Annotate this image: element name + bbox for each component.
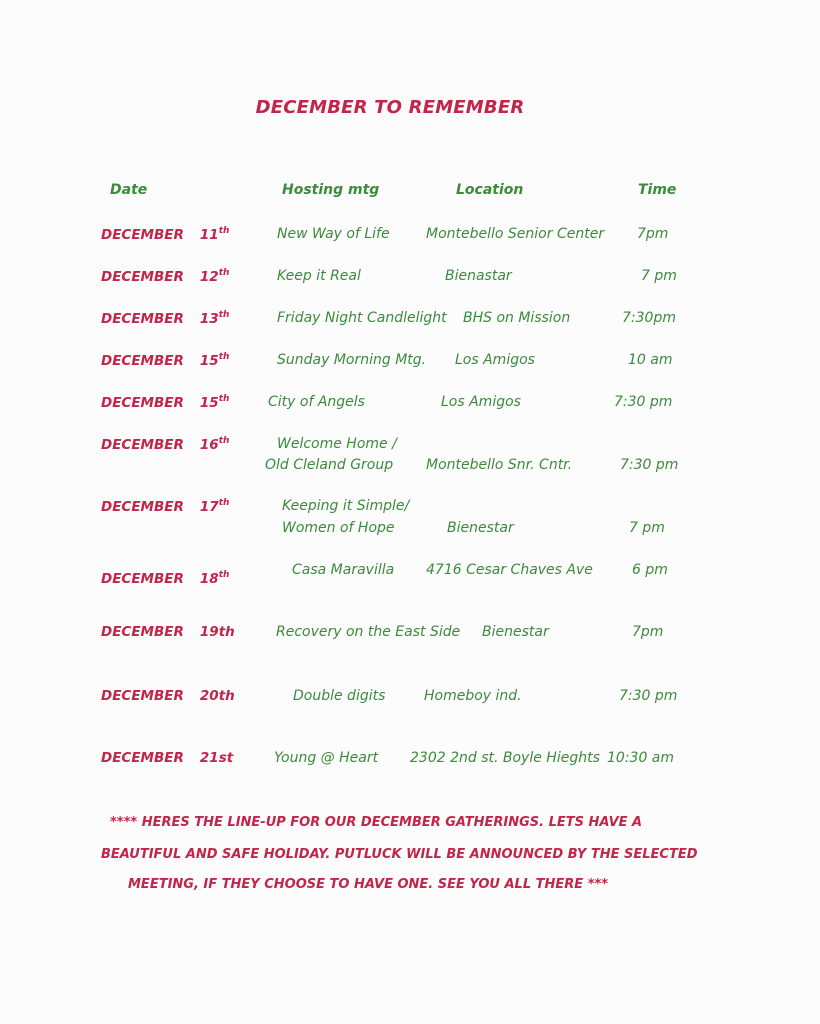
meeting-host: New Way of Life bbox=[277, 226, 390, 242]
header-hosting: Hosting mtg bbox=[282, 182, 380, 198]
meeting-day: 17 bbox=[199, 499, 219, 515]
meeting-date bbox=[101, 394, 229, 411]
meeting-date bbox=[101, 226, 229, 243]
meeting-host: Keeping it Simple/ bbox=[282, 498, 410, 514]
meeting-month: DECEMBER bbox=[101, 688, 184, 704]
meeting-month: DECEMBER bbox=[101, 750, 184, 766]
meeting-location: Montebello Senior Center bbox=[426, 226, 605, 242]
meeting-day: 11 bbox=[199, 227, 219, 243]
meeting-time: 7pm bbox=[637, 226, 669, 242]
meeting-date bbox=[101, 268, 229, 285]
meeting-month: DECEMBER bbox=[101, 311, 184, 327]
meeting-day: 16 bbox=[199, 437, 219, 453]
meeting-host: Double digits bbox=[293, 688, 386, 704]
meeting-day-suffix: th bbox=[218, 268, 230, 278]
meeting-day-suffix: th bbox=[218, 498, 230, 508]
meeting-location: 2302 2nd st. Boyle Hieghts bbox=[410, 750, 600, 766]
meeting-day: 12 bbox=[199, 269, 219, 285]
header-date: Date bbox=[110, 182, 148, 198]
meeting-day: 13 bbox=[199, 311, 219, 327]
meeting-day: 15 bbox=[199, 395, 219, 411]
header-location: Location bbox=[456, 182, 524, 198]
meeting-host: Women of Hope bbox=[282, 520, 395, 536]
meeting-time: 10:30 am bbox=[607, 750, 675, 766]
header-time: Time bbox=[638, 182, 677, 198]
meeting-day: 15 bbox=[199, 353, 219, 369]
meeting-location: Bienestar bbox=[447, 520, 514, 536]
meeting-host: City of Angels bbox=[268, 394, 365, 410]
meeting-location: Bienastar bbox=[445, 268, 512, 284]
meeting-month: DECEMBER bbox=[101, 499, 184, 515]
meeting-time: 7:30 pm bbox=[620, 457, 679, 473]
footer-line-1: **** HERES THE LINE-UP FOR OUR DECEMBER GATHERINGS. LETS HAVE A bbox=[110, 815, 643, 830]
meeting-location: Los Amigos bbox=[455, 352, 535, 368]
meeting-date bbox=[101, 750, 233, 766]
meeting-time: 7:30pm bbox=[622, 310, 676, 326]
meeting-time: 7:30 pm bbox=[619, 688, 678, 704]
meeting-location: BHS on Mission bbox=[463, 310, 571, 326]
footer-line-2: BEAUTIFUL AND SAFE HOLIDAY. PUTLUCK WILL BE ANNOUNCED BY THE SELECTED bbox=[101, 847, 698, 862]
meeting-time: 7:30 pm bbox=[614, 394, 673, 410]
meeting-host: Keep it Real bbox=[277, 268, 361, 284]
meeting-day-suffix: th bbox=[218, 436, 230, 446]
meeting-host: Sunday Morning Mtg. bbox=[277, 352, 427, 368]
meeting-location: Los Amigos bbox=[441, 394, 521, 410]
meeting-month: DECEMBER bbox=[101, 571, 184, 587]
meeting-month: DECEMBER bbox=[101, 624, 184, 640]
meeting-location: 4716 Cesar Chaves Ave bbox=[426, 562, 593, 578]
meeting-date bbox=[101, 436, 229, 453]
meeting-time: 10 am bbox=[628, 352, 673, 368]
meeting-day-suffix: th bbox=[218, 394, 230, 404]
meeting-location: Bienestar bbox=[482, 624, 549, 640]
meeting-host: Old Cleland Group bbox=[265, 457, 394, 473]
meeting-day-suffix: th bbox=[218, 352, 230, 362]
meeting-host: Welcome Home / bbox=[277, 436, 397, 452]
meeting-day: 21st bbox=[199, 750, 234, 766]
meeting-time: 7pm bbox=[632, 624, 664, 640]
meeting-location: Homeboy ind. bbox=[424, 688, 522, 704]
meeting-month: DECEMBER bbox=[101, 437, 184, 453]
meeting-date bbox=[101, 498, 229, 515]
meeting-month: DECEMBER bbox=[101, 353, 184, 369]
meeting-day: 18 bbox=[199, 571, 219, 587]
meeting-time: 7 pm bbox=[629, 520, 665, 536]
meeting-time: 6 pm bbox=[632, 562, 668, 578]
meeting-date bbox=[101, 624, 235, 640]
meeting-date bbox=[101, 688, 235, 704]
meeting-date bbox=[101, 570, 229, 587]
meeting-month: DECEMBER bbox=[101, 395, 184, 411]
meeting-month: DECEMBER bbox=[101, 227, 184, 243]
meeting-date bbox=[101, 352, 229, 369]
meeting-day: 19th bbox=[199, 624, 235, 640]
page-title: DECEMBER TO REMEMBER bbox=[255, 97, 525, 118]
meeting-day-suffix: th bbox=[218, 226, 230, 236]
footer-line-3: MEETING, IF THEY CHOOSE TO HAVE ONE. SEE YOU ALL THERE *** bbox=[128, 877, 609, 892]
meeting-month: DECEMBER bbox=[101, 269, 184, 285]
meeting-host: Recovery on the East Side bbox=[276, 624, 461, 640]
meeting-date bbox=[101, 310, 229, 327]
meeting-host: Friday Night Candlelight bbox=[277, 310, 447, 326]
meeting-day-suffix: th bbox=[218, 310, 230, 320]
meeting-host: Young @ Heart bbox=[274, 750, 379, 766]
meeting-location: Montebello Snr. Cntr. bbox=[426, 457, 573, 473]
meeting-time: 7 pm bbox=[641, 268, 677, 284]
meeting-day-suffix: th bbox=[218, 570, 230, 580]
meeting-day: 20th bbox=[199, 688, 235, 704]
meeting-host: Casa Maravilla bbox=[292, 562, 395, 578]
